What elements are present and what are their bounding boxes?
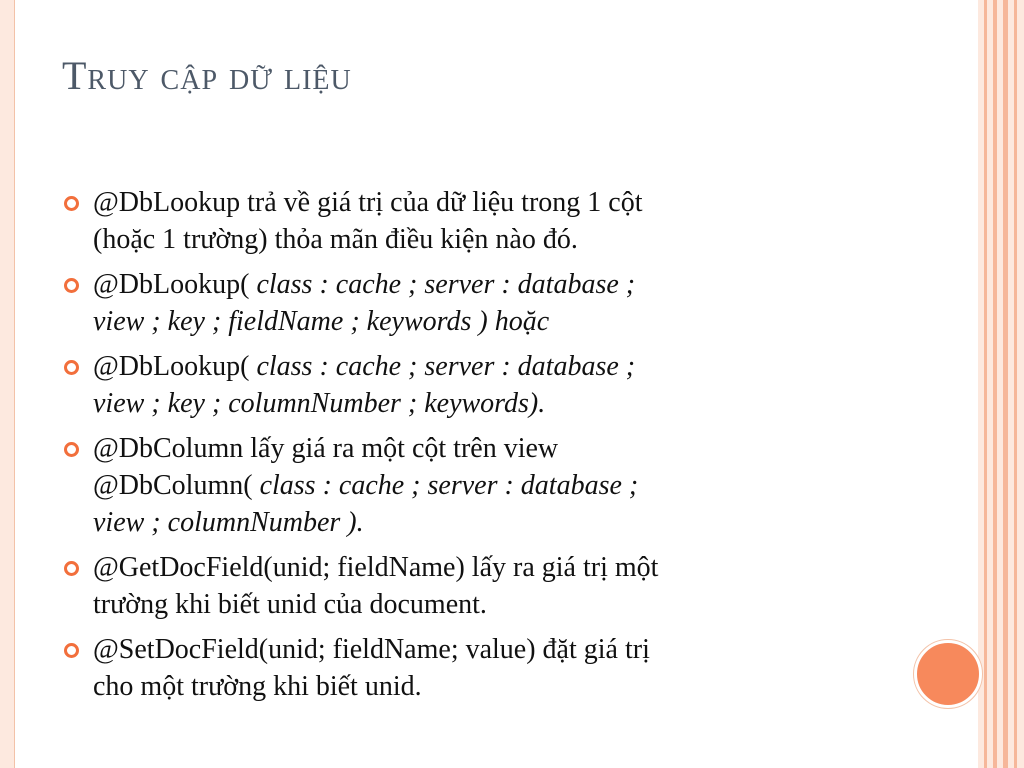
bullet-line [93,430,884,467]
bullet-line [93,266,884,303]
bullet-text: trường khi biết unid của document. [93,589,487,620]
bullet-text: @SetDocField(unid; fieldName; value) đặt giá trị [93,634,650,665]
bullet-line [93,385,884,422]
bullet-line [93,668,884,705]
bullet-line [93,549,884,586]
decorative-stripe [1014,0,1017,768]
bullet-ring-icon [64,196,79,211]
bullet-item [64,549,884,623]
bullet-text: @DbLookup( [93,351,257,382]
decorative-stripe [993,0,997,768]
bullet-line [93,348,884,385]
bullet-ring-icon [64,561,79,576]
bullet-line [93,467,884,504]
bullet-text: @DbLookup( [93,269,257,300]
bullet-ring-icon [64,442,79,457]
bullet-item [64,430,884,541]
slide-title: Truy cập dữ liệu [62,53,352,98]
bullet-line [93,586,884,623]
bullet-text: @DbLookup trả về giá trị của dữ liệu trong 1 cột [93,187,643,218]
bullet-italic-text: view ; columnNumber ). [93,507,364,538]
bullet-line [93,631,884,668]
bullet-item [64,348,884,422]
bullet-italic-text: class : cache ; server : database ; [256,269,636,300]
bullet-text: (hoặc 1 trường) thỏa mãn điều kiện nào đó. [93,224,578,255]
bullet-text: @GetDocField(unid; fieldName) lấy ra giá trị một [93,552,659,583]
bullet-ring-icon [64,360,79,375]
decorative-stripe [1003,0,1008,768]
bullet-list [64,184,884,713]
bullet-italic-text: class : cache ; server : database ; [256,351,636,382]
bullet-line [93,184,884,221]
bullet-item [64,631,884,705]
bullet-ring-icon [64,278,79,293]
bullet-line [93,303,884,340]
bullet-text: cho một trường khi biết unid. [93,671,422,702]
bullet-italic-text: view ; key ; columnNumber ; keywords). [93,388,546,419]
bullet-item [64,184,884,258]
bullet-line [93,221,884,258]
bullet-text: @DbColumn( [93,470,260,501]
bullet-ring-icon [64,643,79,658]
bullet-item [64,266,884,340]
bullet-line [93,504,884,541]
decorative-stripe [984,0,987,768]
bullet-text: @DbColumn lấy giá ra một cột trên view [93,433,559,464]
decorative-circle [914,640,982,708]
bullet-italic-text: view ; key ; fieldName ; keywords ) hoặc [93,306,550,337]
bullet-italic-text: class : cache ; server : database ; [259,470,639,501]
